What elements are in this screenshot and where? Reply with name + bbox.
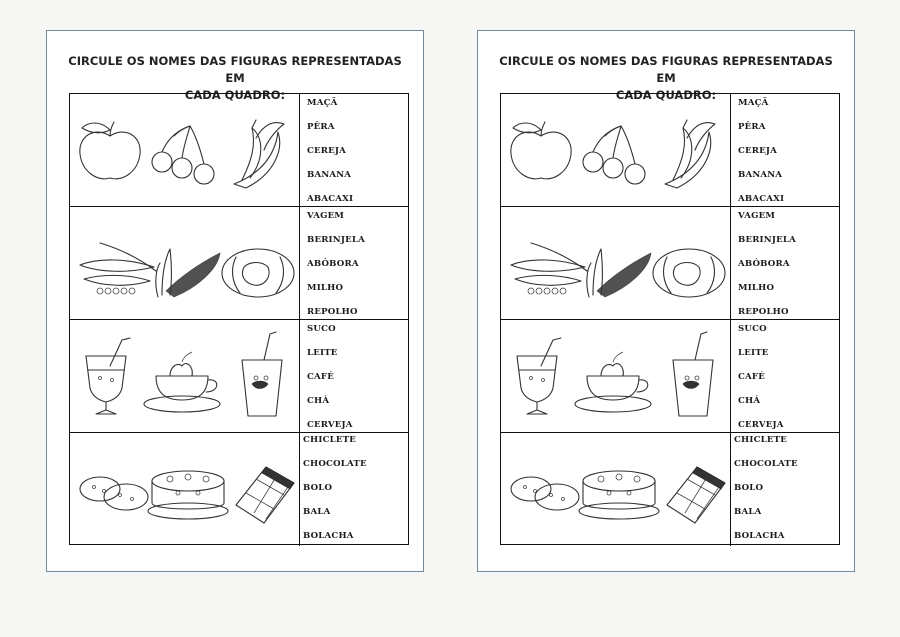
pea-pod-icon bbox=[80, 243, 156, 294]
words-cell bbox=[303, 433, 408, 546]
pumpkin-icon bbox=[222, 249, 294, 297]
exercise-grid bbox=[500, 93, 840, 545]
row-fruits bbox=[501, 94, 839, 207]
word-option[interactable]: ABÓBORA bbox=[307, 259, 359, 269]
pictures-cell bbox=[70, 94, 300, 206]
row-sweets bbox=[501, 433, 839, 546]
coffee-cup-icon bbox=[575, 352, 651, 412]
word-option[interactable]: BOLO bbox=[734, 483, 764, 493]
word-option[interactable]: BANANA bbox=[738, 170, 783, 180]
words-cell bbox=[734, 207, 839, 319]
word-option[interactable]: REPOLHO bbox=[307, 307, 358, 317]
cup-with-straw-icon bbox=[242, 332, 282, 416]
pictures-cell bbox=[501, 94, 731, 206]
word-option[interactable]: VAGEM bbox=[738, 211, 776, 221]
coffee-cup-icon bbox=[144, 352, 220, 412]
pictures-cell bbox=[70, 320, 300, 432]
corn-icon bbox=[587, 249, 651, 297]
row-fruits bbox=[70, 94, 408, 207]
word-option[interactable]: CHOCOLATE bbox=[303, 459, 367, 469]
word-option[interactable]: BALA bbox=[303, 507, 331, 517]
pea-pod-icon bbox=[511, 243, 587, 294]
juice-glass-icon bbox=[517, 338, 561, 414]
cookies-icon bbox=[80, 477, 148, 510]
word-option[interactable]: CHOCOLATE bbox=[734, 459, 798, 469]
word-option[interactable]: BERINJELA bbox=[738, 235, 796, 245]
word-option[interactable]: REPOLHO bbox=[738, 307, 789, 317]
exercise-grid bbox=[69, 93, 409, 545]
chocolate-bar-icon bbox=[236, 467, 294, 523]
word-option[interactable]: MAÇÃ bbox=[738, 98, 769, 108]
worksheet-left bbox=[46, 30, 424, 572]
word-option[interactable]: CHÁ bbox=[738, 396, 761, 406]
word-option[interactable]: CERVEJA bbox=[738, 420, 784, 430]
pumpkin-icon bbox=[653, 249, 725, 297]
pictures-cell bbox=[501, 433, 731, 546]
apple-icon bbox=[511, 122, 571, 179]
words-cell bbox=[734, 320, 839, 432]
word-option[interactable]: CHÁ bbox=[307, 396, 330, 406]
pictures-cell bbox=[501, 207, 731, 319]
pictures-cell bbox=[70, 207, 300, 319]
word-option[interactable]: VAGEM bbox=[307, 211, 345, 221]
cake-icon bbox=[579, 471, 659, 519]
pictures-cell bbox=[501, 320, 731, 432]
word-option[interactable]: ABACAXI bbox=[307, 194, 354, 204]
row-drinks bbox=[70, 320, 408, 433]
word-option[interactable]: BALA bbox=[734, 507, 762, 517]
word-option[interactable]: BERINJELA bbox=[307, 235, 365, 245]
word-option[interactable]: ABACAXI bbox=[738, 194, 785, 204]
title-line-2: CADA QUADRO: bbox=[184, 88, 286, 102]
words-cell bbox=[303, 207, 408, 319]
corn-icon bbox=[156, 249, 220, 297]
pictures-cell bbox=[70, 433, 300, 546]
word-option[interactable]: BANANA bbox=[307, 170, 352, 180]
word-option[interactable]: CHICLETE bbox=[734, 435, 787, 445]
word-option[interactable]: CHICLETE bbox=[303, 435, 356, 445]
cherries-icon bbox=[152, 126, 214, 184]
word-option[interactable]: BOLACHA bbox=[734, 531, 785, 541]
word-option[interactable]: SUCO bbox=[307, 324, 336, 334]
words-cell bbox=[734, 433, 839, 546]
words-cell bbox=[734, 94, 839, 206]
word-option[interactable]: BOLACHA bbox=[303, 531, 354, 541]
title-line-1: CIRCULE OS NOMES DAS FIGURAS REPRESENTADAS EM bbox=[68, 54, 402, 85]
cup-with-straw-icon bbox=[673, 332, 713, 416]
banana-icon bbox=[234, 120, 284, 188]
word-option[interactable]: MAÇÃ bbox=[307, 98, 338, 108]
word-option[interactable]: LEITE bbox=[307, 348, 338, 358]
word-option[interactable]: CAFÉ bbox=[307, 372, 334, 382]
row-sweets bbox=[70, 433, 408, 546]
words-cell bbox=[303, 94, 408, 206]
worksheet-right bbox=[477, 30, 855, 572]
cake-icon bbox=[148, 471, 228, 519]
word-option[interactable]: SUCO bbox=[738, 324, 767, 334]
words-cell bbox=[303, 320, 408, 432]
word-option[interactable]: ABÓBORA bbox=[738, 259, 790, 269]
row-drinks bbox=[501, 320, 839, 433]
word-option[interactable]: CEREJA bbox=[307, 146, 347, 156]
title-line-2: CADA QUADRO: bbox=[615, 88, 717, 102]
word-option[interactable]: MILHO bbox=[307, 283, 344, 293]
word-option[interactable]: CEREJA bbox=[738, 146, 778, 156]
cookies-icon bbox=[511, 477, 579, 510]
juice-glass-icon bbox=[86, 338, 130, 414]
chocolate-bar-icon bbox=[667, 467, 725, 523]
word-option[interactable]: MILHO bbox=[738, 283, 775, 293]
banana-icon bbox=[665, 120, 715, 188]
row-vegetables bbox=[501, 207, 839, 320]
word-option[interactable]: BOLO bbox=[303, 483, 333, 493]
row-vegetables bbox=[70, 207, 408, 320]
word-option[interactable]: PÊRA bbox=[738, 122, 766, 132]
word-option[interactable]: CAFÉ bbox=[738, 372, 765, 382]
word-option[interactable]: PÊRA bbox=[307, 122, 335, 132]
word-option[interactable]: CERVEJA bbox=[307, 420, 353, 430]
apple-icon bbox=[80, 122, 140, 179]
cherries-icon bbox=[583, 126, 645, 184]
title-line-1: CIRCULE OS NOMES DAS FIGURAS REPRESENTADAS EM bbox=[499, 54, 833, 85]
word-option[interactable]: LEITE bbox=[738, 348, 769, 358]
